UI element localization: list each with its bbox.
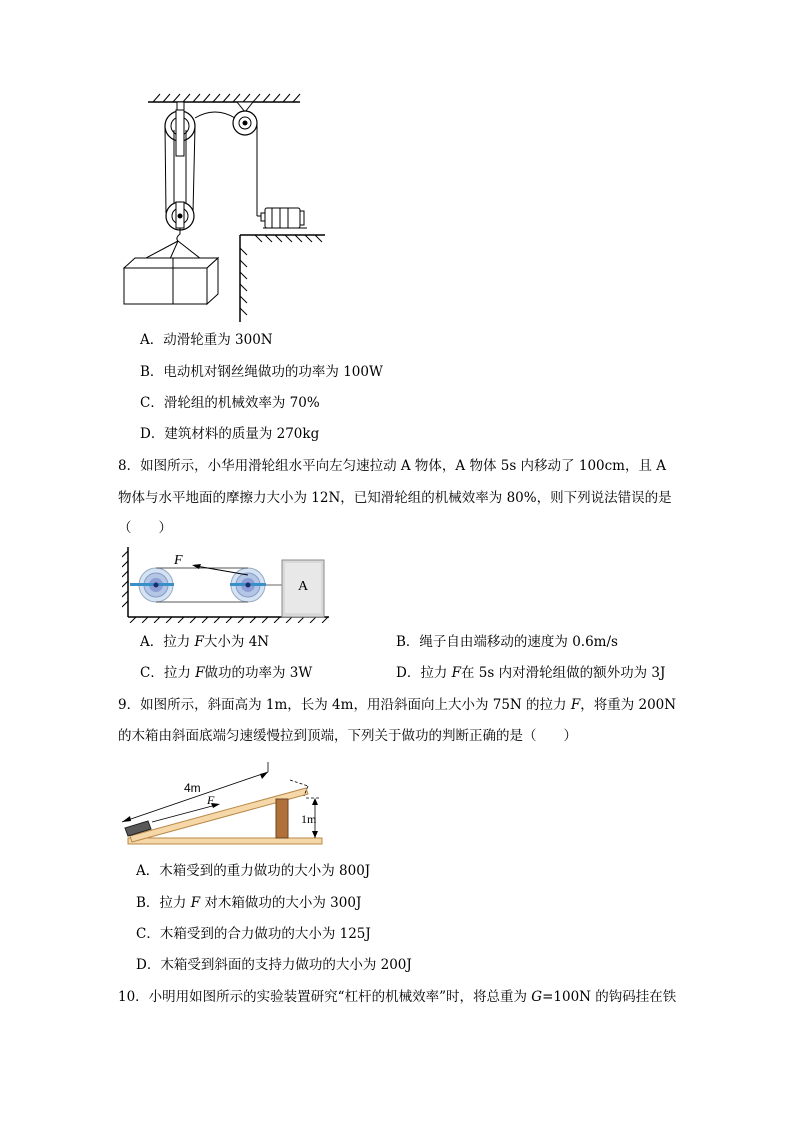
horizontal-pulley-diagram — [122, 545, 332, 623]
stem-text: ，将重为 200N — [580, 697, 677, 713]
pulley-motor-diagram — [115, 88, 330, 323]
q7-option-c — [140, 394, 320, 412]
incline-figure — [118, 758, 333, 850]
q9-stem-line1 — [118, 696, 676, 714]
option-text: 电动机对钢丝绳做功的功率为 100W — [163, 364, 383, 380]
stem-text: 10．小明用如图所示的实验装置研究“杠杆的机械效率”时，将总重为 — [118, 989, 532, 1005]
q8-option-c — [140, 664, 312, 682]
option-text: D．拉力 — [396, 665, 452, 681]
option-label: A． — [140, 332, 164, 348]
option-var: F — [190, 895, 201, 911]
option-text: 做功的功率为 3W — [204, 665, 313, 681]
option-text: 滑轮组的机械效率为 70% — [163, 395, 320, 411]
height-label: 1m — [301, 812, 317, 826]
option-text: 建筑材料的质量为 270kg — [164, 426, 320, 442]
length-label: 4m — [184, 781, 201, 795]
q10-stem-line1 — [118, 988, 676, 1006]
q8-stem-line2: 物体与水平地面的摩擦力大小为 12N，已知滑轮组的机械效率为 80%，则下列说法错误的是 — [118, 490, 672, 506]
q8-option-b: B．绳子自由端移动的速度为 0.6m/s — [396, 634, 618, 650]
q7-option-a — [140, 331, 273, 349]
option-text: C．拉力 — [140, 665, 196, 681]
option-var: F — [451, 665, 461, 681]
option-var: F — [194, 634, 204, 650]
option-text: 动滑轮重为 300N — [163, 332, 273, 348]
stem-text: 9．如图所示，斜面高为 1m，长为 4m，用沿斜面向上大小为 75N 的拉力 — [118, 697, 571, 713]
horizontal-pulley-figure — [122, 545, 332, 623]
stem-var: F — [570, 697, 581, 713]
q7-option-d — [140, 425, 319, 443]
option-label: B． — [140, 364, 164, 380]
force-label: F — [207, 793, 215, 807]
block-label: A — [298, 579, 309, 594]
q9-option-d: D．木箱受到斜面的支持力做功的大小为 200J — [136, 957, 412, 973]
option-label: C． — [140, 395, 164, 411]
stem-text: =100N 的钩码挂在铁 — [542, 989, 677, 1005]
option-text: A．拉力 — [140, 634, 195, 650]
q8-stem-line3: （ ） — [118, 520, 172, 536]
option-label: D． — [140, 426, 165, 442]
q8-stem-line1: 8．如图所示，小华用滑轮组水平向左匀速拉动 A 物体，A 物体 5s 内移动了 100cm，且 A — [118, 458, 667, 474]
force-label: F — [174, 553, 183, 568]
option-text: 在 5s 内对滑轮组做的额外功为 3J — [461, 665, 666, 681]
option-text: B．拉力 — [136, 895, 191, 911]
q8-option-d — [396, 664, 665, 682]
option-text: 对木箱做功的大小为 300J — [200, 895, 362, 911]
incline-diagram — [118, 758, 333, 850]
q9-option-a: A．木箱受到的重力做功的大小为 800J — [136, 863, 371, 879]
q9-option-b — [136, 894, 361, 912]
stem-var: G — [531, 989, 543, 1005]
q8-option-a — [140, 633, 269, 651]
q9-option-c: C．木箱受到的合力做功的大小为 125J — [136, 926, 371, 942]
pulley-motor-figure — [115, 88, 330, 323]
option-var: F — [195, 665, 205, 681]
option-text: 大小为 4N — [203, 634, 270, 650]
q7-option-b — [140, 363, 383, 381]
q9-stem-line2: 的木箱由斜面底端匀速缓慢拉到顶端，下列关于做功的判断正确的是（ ） — [118, 728, 577, 744]
